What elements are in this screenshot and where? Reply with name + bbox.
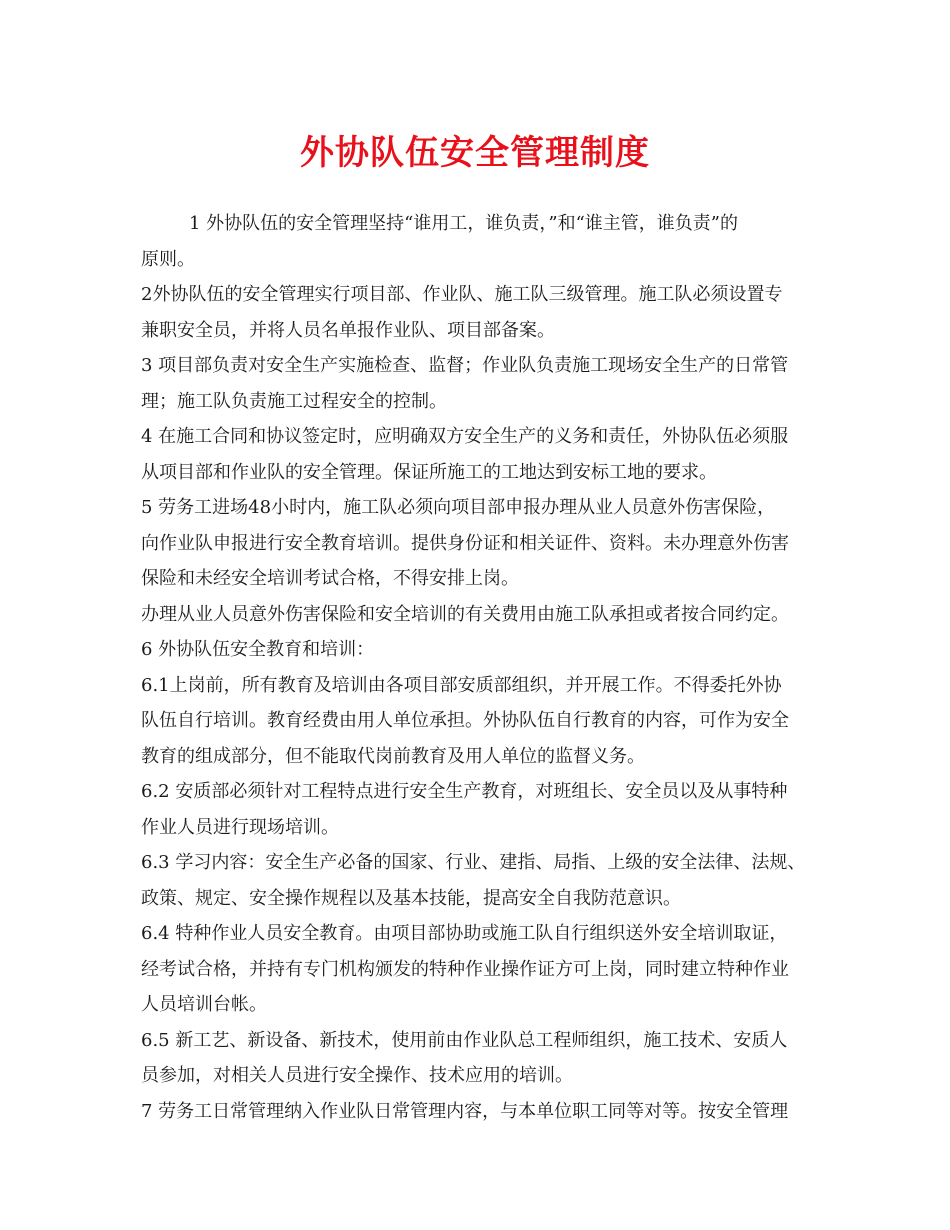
text-line: 政策、规定、安全操作规程以及基本技能，提高安全自我防范意识。 [141, 887, 681, 909]
text-line: 保险和未经安全培训考试合格，不得安排上岗。 [141, 568, 519, 589]
text-line: 5 劳务工进场48小时内，施工队必须向项目部申报办理从业人员意外伤害保险， [141, 497, 776, 518]
text-line: 6.5 新工艺、新设备、新技术，使用前由作业队总工程师组织，施工技术、安质人 [141, 1029, 788, 1051]
text-line: 2外协队伍的安全管理实行项目部、作业队、施工队三级管理。施工队必须设置专 [141, 284, 783, 305]
document-title: 外协队伍安全管理制度 [300, 133, 650, 173]
document-body [141, 206, 821, 1129]
text-line: 7 劳务工日常管理纳入作业队日常管理内容，与本单位职工同等对等。按安全管理 [141, 1100, 789, 1122]
text-line: 从项目部和作业队的安全管理。保证所施工的工地达到安标工地的要求。 [141, 461, 717, 483]
text-line: 教育的组成部分，但不能取代岗前教育及用人单位的监督义务。 [141, 745, 645, 767]
text-line: 6.4 特种作业人员安全教育。由项目部协助或施工队自行组织送外安全培训取证， [141, 923, 788, 944]
text-line: 经考试合格，并持有专门机构颁发的特种作业操作证方可上岗，同时建立特种作业 [141, 958, 789, 980]
text-line: 向作业队申报进行安全教育培训。提供身份证和相关证件、资料。未办理意外伤害 [141, 532, 789, 554]
text-line: 人员培训台帐。 [141, 994, 267, 1015]
text-line: 1 外协队伍的安全管理坚持“谁用工，谁负责，”和“谁主管，谁负责”的 [189, 213, 738, 234]
text-line: 4 在施工合同和协议签定时，应明确双方安全生产的义务和责任，外协队伍必须服 [141, 426, 789, 447]
text-line: 原则。 [141, 248, 195, 270]
text-line: 员参加，对相关人员进行安全操作、技术应用的培训。 [141, 1065, 573, 1086]
text-line: 办理从业人员意外伤害保险和安全培训的有关费用由施工队承担或者按合同约定。 [141, 603, 789, 625]
text-line: 作业人员进行现场培训。 [141, 816, 339, 838]
text-line: 6 外协队伍安全教育和培训： [141, 639, 375, 660]
text-line: 3 项目部负责对安全生产实施检查、监督；作业队负责施工现场安全生产的日常管 [141, 355, 789, 376]
text-line: 兼职安全员，并将人员名单报作业队、项目部备案。 [141, 319, 555, 341]
text-line: 6.1上岗前，所有教育及培训由各项目部安质部组织，并开展工作。不得委托外协 [141, 674, 782, 696]
text-line: 6.2 安质部必须针对工程特点进行安全生产教育，对班组长、安全员以及从事特种 [141, 781, 788, 802]
text-line: 6.3 学习内容：安全生产必备的国家、行业、建指、局指、上级的安全法律、法规、 [141, 852, 806, 873]
text-line: 队伍自行培训。教育经费由用人单位承担。外协队伍自行教育的内容，可作为安全 [141, 710, 789, 731]
text-line: 理；施工队负责施工过程安全的控制。 [141, 390, 447, 412]
